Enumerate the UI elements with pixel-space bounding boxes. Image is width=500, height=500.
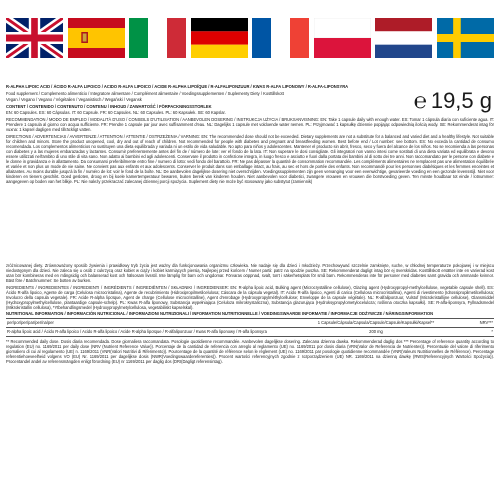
vegan-claim: Vegan / Vegano / Vegano / Végétalien / Veganistisch / Wegański / Vegansk <box>6 97 142 103</box>
product-label <box>6 84 494 365</box>
nutrition-header-row <box>6 318 494 327</box>
nutrition-row-name: R-alpha lipoic acid / Ácido R-alfa lipoico / Acido R-alfa lipoico / Acide R-alpha lipoïque / R-alfaliponzuur / Kwas R-alfa liponowy / R-alfa liponsyra <box>6 327 300 336</box>
product-title: R-ALPHA LIPOIC ACID / ÁCIDO R-ALFA LIPOICO / ACIDO R-ALFA LIPOICO / ACIDE R-ALPHA LIPOÏQUE / R-ALFALIPONZUUR / KWAS R-ALFA LIPONOWY / R-ALFA-LIPONSYRA <box>6 84 349 89</box>
flag-row <box>6 6 494 70</box>
nutrition-header-nrv: NRV*** <box>452 318 494 327</box>
france-flag <box>252 18 309 58</box>
net-weight <box>414 84 494 112</box>
italy-flag <box>129 18 186 58</box>
directions-continued: zróżnicowanej diety. Zrównoważony sposób żywienia i prawidłowy tryb życia jest ważny dla funkcjonowania organizmu człowieka. Nie nadaje się dla dzieci i młodzieży. Przechowywać szczelnie zamknięte, suche, w chłodnej temperaturze pokojowej i w miejscu niedostępnym dla dzieci. Nie zaleca się u osób z cukrzycą oraz kobiet w ciąży i kobiet karmiących piersią. Najlepiej przed końcem / Numer partii: patrz na spodzie puszka. SE: Rekommenderat dagligt intag bör ej överskridas. Kosttillskott ersätter inte en varierad kost utan bör kombineras med en mångsidig och balanserad kost och hälsosam livsstil. Inte lämplig för barn och ungdomar. Förvaras oöppnad, svalt, torrt i säkerhetsplats för små barn. Rekommenderas inte för personer med diabetes samt gravida och ammande kvinnor. Bäst före / Batchnummer: Se botten av burken. <box>6 263 494 284</box>
nutrition-row <box>6 327 494 336</box>
net-weight-value: 19,5 g <box>430 88 492 113</box>
nutrition-table <box>6 318 494 337</box>
recommendation-text: RECOMMENDATION / MODO DE EMPLEO / MODALITÀ D'USO / CONSEILS D'UTILISATION / AANBEVOLEN DOSERING / INSTRUKCJA UŻYCIA / BRUKSANVISNING: EN: Take 1 capsule daily with enough water. ES: Tomar 1 cápsula diaria con suficiente agua. IT: Prendere 1 capsula al giorno con acqua sufficiente. FR: Prendre 1 capsule par jour avec suffisamment d'eau. NL: Dagelijks 1 capsule met voldoende water nemen. PL: Przyjmować 1 kapsułkę dziennie popijając odpowiednią ilością wody. SE: Rekommenderat intag för vuxna: 1 kapsel dagligen med tillräckligt vatten. <box>6 116 494 132</box>
ingredients-text: INGREDIENTS / INGREDIENTES / INGREDIENTI / INGRÉDIENTS / INGREDIËNTEN / SKŁADNIKI / INGREDIENSER: EN: R-alpha lipoic acid, Bulking agent (Microcrystalline cellulose), Glazing agent (Hydroxypropyl-methylcellulose, vegetable capsule shell). ES: Ácido R-alfa lipoico, Agente de carga (Celulosa microcristalina), Agente de recubrimiento (Hidroxipropilmetilcelulosa; Cáscara de la cápsula vegetal). IT: Acido R-alfa lipoico, Agenti di carica (Cellulosa microcristallina), Agenti di rivestimento (Idrossipropilmetilcellulosa; Involucro della capsula vegetale). FR: Acide R-alpha lipoïque, Agent de charge (Cellulose microcristalline), Agent d'enrobage (Hydroxypropylméthylcellulose; Enveloppe de la capsule végétale). NL: R-alfaliponzuur, Vulstof (Microkristallijne cellulose), Glansmiddel (Hydroxypropylmethylcellulose, plantaardige capsule-schelp). PL: Kwas R-alfa liponowy, Substancja wypełniająca (Celuloza mikrokrystaliczna), Substancja glazurująca (Hydroksypropylometyloceluloza; roślinna otoczka kapsułki). SE: R-alfa-liponsyra, Fyllnadsmedel (Mikrokristallin cellulosa), *Ytbehandlingsmedel (Hydroxypropylmetylcellulosa, vegetabiliskt kapselskal). <box>6 284 494 310</box>
directions-text: DIRECTIONS / ADVERTENCIAS / AVVERTENZE / ATTENTION / ATTENTIE / OSTRZEŻENIA / VARNING: EN: The recommended dose should not be exceeded. Dietary supplements are not a substitute for a balanced and varied diet and a healthy lifestyle. Not suitable for children and minors. Store the product unopened, cool, dry and out of reach of children. Not recommended for people with diabetes and pregnant and breastfeeding women. Best before end / Lot number: see bottom. ES: No exceda la cantidad de consumo recomendada. Los complementos alimenticios no sustituyen una dieta equilibrada y variada ni un estilo de vida saludable. No apto para niños y adolescentes. Mantener el producto sin abrir, fresco, seco y fuera del alcance de los niños. No se recomienda a las personas con diabetes y a las mujeres embarazadas y lactantes. Consumir preferentemente antes del fin de / número de lote: ver el fondo de la lata. IT: Non superare le dosi consigliate. Gli integratori non vanno intesi come sostituti di una dieta variata ed equilibrata e devono essere utilizzati nell'ambito di uno stile di vita sano. Non adatto ai bambini ed agli adolescenti. Conservare il prodotto in confezione integra, in luogo fresco e asciutto e fuori dalla portata dei bambini al di sotto dei tre anni. Non raccomandato per le persone con diabete e le donne in gravidanza e in allattamento. Da consumarsi preferibilmente entro fine / numero di lotto: vedi fondo del barattolo. FR: Ne pas dépasser la quantité de consommation recommandée. Les compléments alimentaires ne remplacent pas une alimentation équilibrée et variée et non plus un mode de vie saine. Ne convient pas aux enfants et aux adolescents. Conserver le produit dans son emballage intact, au frais, au sec et hors de portée des enfants. Non recommandé pour les personnes diabétiques et les femmes enceintes et allaitantes. Au moins durable jusqu'à la fin / numéro de lot: voir le fond de la boîte. NL: De aanbevolen dagelijkse dosering niet overschrijden. Voedingssupplementen zijn geen vervanging voor een evenwichtige, gevarieerde voeding en een gezonde levensstijl. Niet voor kinderen en tieners geschikt. Goed gesloten, droog en bij koele kamertemperatuur bewaren, buiten bereik van kinderen houden. Niet aanbevolen voor diabetici, zwangere vrouwen en vrouwen die borstvoeding geven. Ten minste houdbaar tot einde / lotnummer: aangegeven op boden van het blikje. PL: Nie należy przekraczać zalecanej dziennej porcji spożycia. Suplement diety nie może być stosowany jako substytut (zamiennik) <box>6 133 494 184</box>
blank-gap <box>6 185 494 263</box>
nutrition-row-amount: 200 mg <box>300 327 452 336</box>
nutrition-row-nrv: * <box>452 327 494 336</box>
nutrition-heading: NUTRITIONAL INFORMATION / INFORMACIÓN NUTRICIONAL / INFORMAZIONI NUTRIZIONALI / INFORMATION NUTRITIONNELLE / VOEDINGSWAARDE INFORMATIE / INFORMACJE ODŻYWCZE / NÄRINGSINFORMATION <box>6 311 434 317</box>
content-text: EN: 60 Capsules. ES: 60 Cápsulas. IT: 60 Capsule. FR: 60 Capsules. NL: 60 Capsules. PL: 60 Kapsułek. SE: 60 Kapslar. <box>6 110 226 116</box>
spain-flag <box>68 18 125 58</box>
poland-flag <box>314 18 371 58</box>
uk-flag <box>6 18 63 58</box>
product-categories: Food supplement / Complemento alimenticio / Integratore alimentare / Complément alimentaire / Voedingssupplementen / Suplementy Diety / Kosttillskott <box>6 90 284 96</box>
header-block <box>6 84 494 117</box>
nutrition-header-per: per/por/per/par/per/na/per <box>6 318 300 327</box>
estimated-sign-icon: ℮ <box>413 88 427 113</box>
footnote-text: ** Recommended daily dose. Dosis diaria recomendada. Dose giornaliera raccomandata. Posologie quotidienne recommandée. Aanbevolen dagelijkse dosering. Zalecana dzienna dawka. Rekommenderad daglig dos *** Percentage of reference quantity according to regulation (EU) no. 1169/2011 per daily dose (NRV (Nutrient Reference Value)). Porcentaje de la cantidad de referencia con arreglo al reglamento (UE) no. 1169/2011 por dosis diaria (VRN(Valor de Referencia de Nutrientes)). Percentuale del valore di riferimento giornaliero di cui al regolamento (UE) n. 1169/2011 (VNR(Valori Nutritivi di Riferimento)). Pourcentage de la quantité de référence selon le règlement (UE) no. 1169/2011 par posologie quotidienne recommandée (VNR(Valeurs Nutritionnelles de Référence). Percentage referentiehoeveelheid volgens VO (EU) Nr. 1169/2011 per dagelijkse dosis (NWR(Voedingswaardereferenties)). Procent wartości referencyjnych zgodnie z rozporządzeniem (UE) NR. 1169/2011 na dzienną dawkę (RWS(Referencyjnych Wartości Spożycia)). Procentandel andel av referensmängden enligt förordning (EU) nr 1169/2011 per daglig dos (DRI(Dagligt referensintag). <box>6 338 494 364</box>
header-text <box>6 84 396 117</box>
netherlands-flag <box>375 18 432 58</box>
nutrition-header-capsule: 1 Capsule/Cápsula/Capsula/Capsule/Capsule/Kapsułki/Kapsel** <box>300 318 452 327</box>
sweden-flag <box>437 18 494 58</box>
content-heading: CONTENT / CONTENIDO / CONTENUTO / CONTENU / INHOUD / ZAWARTOŚĆ / FÖRPACKNINGSSTORLEK <box>6 103 212 109</box>
germany-flag <box>191 18 248 58</box>
